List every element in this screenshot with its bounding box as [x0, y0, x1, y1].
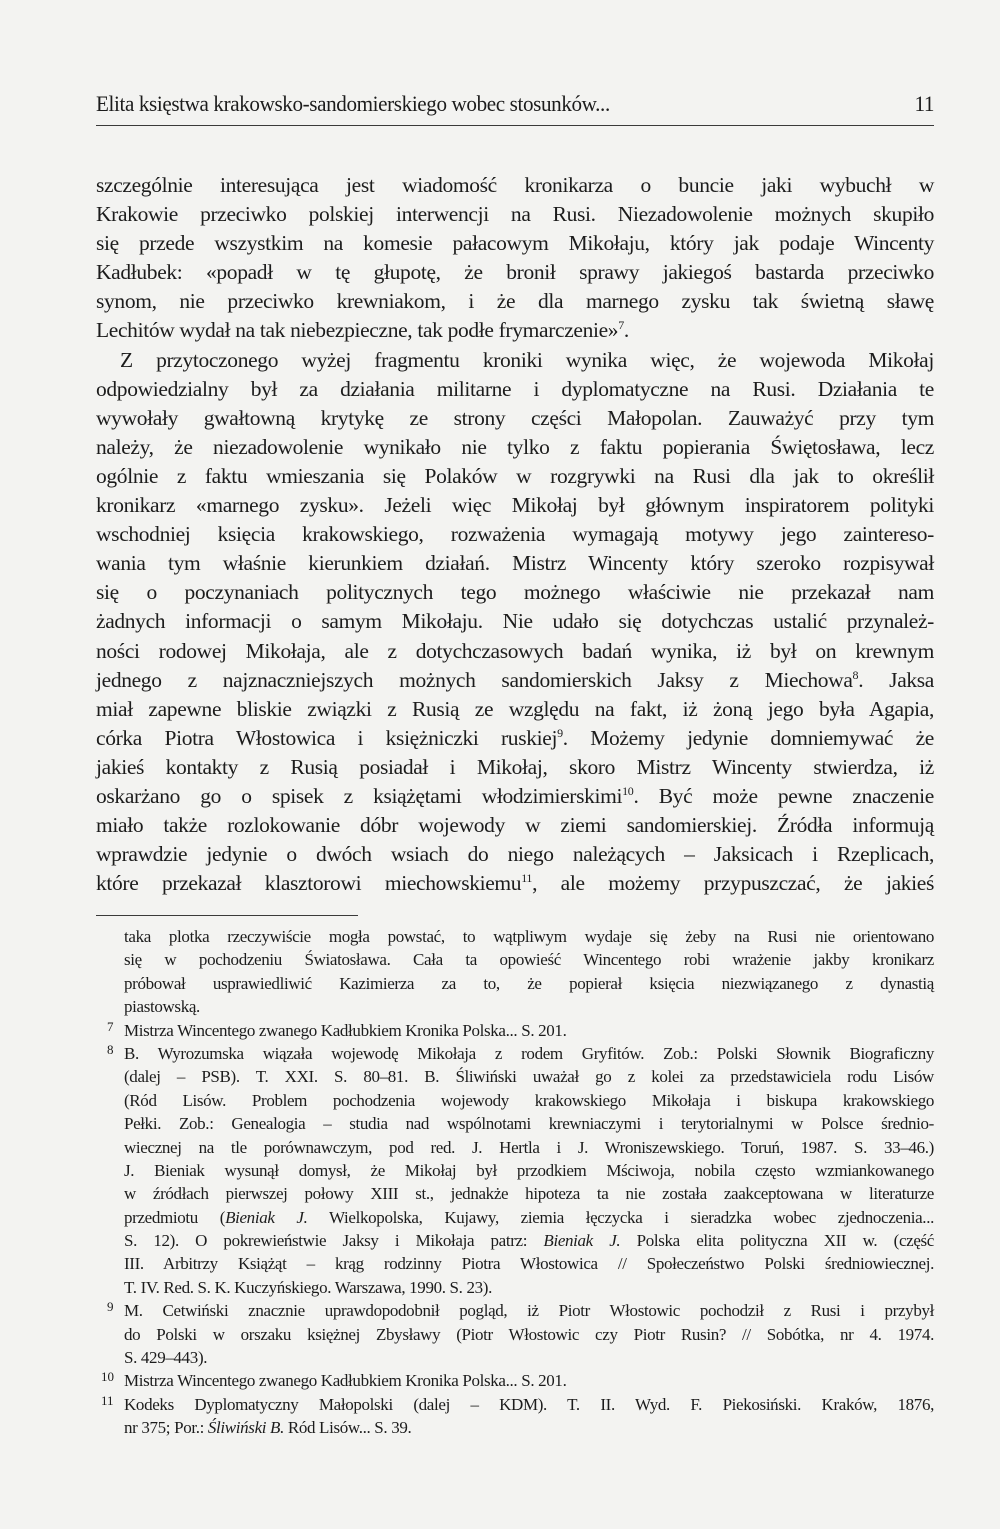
text-line [96, 782, 934, 811]
text-line: synom, nie przeciwko krewniakom, i że dla marnego zysku tak świetną sławę [96, 289, 934, 314]
footnote-separator [96, 915, 358, 916]
footnote-10 [96, 1369, 934, 1392]
text-fragment: . Jaksa [858, 667, 934, 692]
footnote-9 [96, 1299, 934, 1369]
text-line: wschodniej księcia krakowskiego, rozważenia wymagają motywy jego zaintereso- [96, 522, 934, 547]
footnote-line: piastowską. [124, 997, 200, 1017]
author-name: Śliwiński B. [207, 1418, 284, 1438]
text-fragment: , ale możemy przypuszczać, że jakieś [532, 871, 934, 896]
text-line: Lechitów wydał na tak niebezpieczne, tak podłe frymarczenie»$^7$. [96, 318, 629, 343]
footnote-line: B. Wyrozumska wiązała wojewodę Mikołaja z rodem Gryfitów. Zob.: Polski Słownik Biograficzny [124, 1043, 934, 1063]
footnote-line: wiecznej na tle porównawczym, pod red. J. Hertla i J. Wroniszewskiego. Toruń, 1987. S. 33–46.) [124, 1137, 934, 1157]
footnote-line [96, 1229, 934, 1252]
text-line: ności rodowej Mikołaja, ale z dotychczasowych badań wynika, iż był on krewnym [96, 638, 934, 663]
footnote-number: 10 [101, 1369, 114, 1385]
text-line: Krakowie przeciwko polskiej interwencji na Rusi. Niezadowolenie możnych skupiło [96, 202, 934, 227]
footnote-ref-7[interactable]: 7 [618, 318, 624, 333]
footnote-number: 11 [101, 1392, 114, 1408]
text-fragment: przedmiotu ( [124, 1207, 226, 1227]
footnotes [96, 925, 934, 1440]
main-text [96, 171, 934, 898]
footnote-number: 7 [107, 1018, 114, 1034]
footnote-line: Mistrza Wincentego zwanego Kadłubkiem Kronika Polska... S. 201. [124, 1020, 567, 1040]
text-line [96, 724, 934, 753]
footnote-line: w źródłach pierwszej połowy XIII st., jednakże hipoteza ta nie została zaakceptowana w literaturze [124, 1184, 934, 1204]
text-fragment: jednego z najznaczniejszych możnych sandomierskich Jaksy z Miechowa [96, 667, 853, 692]
text-line: miało także rozlokowanie dóbr wojewody w ziemi sandomierskiej. Źródła informują [96, 813, 934, 838]
footnote-line [96, 1416, 934, 1439]
header-rule [96, 125, 934, 126]
running-header [96, 86, 934, 122]
text-line: kronikarz «marnego zysku». Jeżeli więc Mikołaj był głównym inspiratorem polityki [96, 493, 934, 518]
footnote-ref-8[interactable]: 8 [852, 667, 859, 682]
text-line [96, 869, 934, 898]
footnote-line: taka plotka rzeczywiście mogła powstać, to wątpliwym wydaje się żeby na Rusi nie orientowano [124, 927, 934, 946]
text-fragment: które przekazał klasztorowi miechowskiemu [96, 871, 522, 896]
footnote-line: do Polski w orszaku księżnej Zbysławy (Piotr Włostowic czy Piotr Rusin? // Sobótka, nr 4. 1974. [124, 1324, 934, 1344]
running-title: Elita księstwa krakowsko-sandomierskiego wobec stosunków... [96, 91, 610, 116]
text-line: Kadłubek: «popadł w tę głupotę, że bronił sprawy jakiegoś bastarda przeciwko [96, 260, 934, 285]
footnote-line: Kodeks Dyplomatyczny Małopolski (dalej – KDM). T. II. Wyd. F. Piekosiński. Kraków, 1876, [124, 1394, 934, 1414]
footnote-7 [96, 1019, 934, 1042]
author-name: Bieniak J. [543, 1231, 621, 1251]
text-fragment: Polska elita polityczna XII w. (część [620, 1231, 934, 1251]
text-line: się o poczynaniach politycznych tego możnego właściwie nie przekazał nam [96, 580, 934, 605]
footnote-line: J. Bieniak wysunął domysł, że Mikołaj był przodkiem Mściwoja, nobila często wzmiankowanego [124, 1160, 934, 1180]
footnote-ref-11[interactable]: 11 [521, 871, 533, 886]
footnote-line: Mistrza Wincentego zwanego Kadłubkiem Kronika Polska... S. 201. [124, 1371, 567, 1391]
text-fragment: oskarżano go o spisek z książętami włodzimierskimi [96, 783, 623, 808]
text-line: miał zapewne bliskie związki z Rusią ze względu na fakt, iż żoną jego była Agapia, [96, 696, 934, 721]
text-line [96, 666, 934, 695]
footnote-line: (Ród Lisów. Problem pochodzenia wojewody krakowskiego Mikołaja i biskupa krakowskiego [124, 1090, 934, 1110]
footnote-line: T. IV. Red. S. K. Kuczyńskiego. Warszawa, 1990. S. 23). [124, 1277, 492, 1297]
footnote-ref-10[interactable]: 10 [622, 783, 634, 798]
text-fragment: nr 375; Por.: [124, 1418, 208, 1438]
footnote-number: 8 [107, 1041, 114, 1057]
text-fragment: Lechitów wydał na tak niebezpieczne, tak podłe frymarczenie» [96, 318, 619, 343]
footnote-continuation [96, 925, 934, 1019]
footnote-11 [96, 1393, 934, 1440]
footnote-line: III. Arbitrzy Książąt – krąg rodzinny Piotra Włostowica // Społeczeństwo Polski średniowiecznej. [124, 1254, 934, 1274]
paragraph-start-line: Z przytoczonego wyżej fragmentu kroniki wynika więc, że wojewoda Mikołaj [120, 347, 934, 372]
footnote-8 [96, 1042, 934, 1299]
text-line: się przede wszystkim na komesie pałacowym Mikołaju, który jak podaje Wincenty [96, 231, 934, 256]
footnote-ref-9[interactable]: 9 [557, 725, 563, 740]
footnote-line: Pełki. Zob.: Genealogia – studia nad wspólnotami krewniaczymi i terytorialnymi w Polsce średnio- [124, 1114, 934, 1134]
text-line: wprawdzie jedynie o dwóch wsiach do niego należących – Jaksicach i Rzeplicach, [96, 842, 934, 867]
text-line: szczególnie interesująca jest wiadomość kronikarza o buncie jaki wybuchł w [96, 173, 934, 197]
footnote-line [96, 1206, 934, 1229]
footnote-line: próbował usprawiedliwić Kazimierza za to, że popierał księcia niezwiązanego z dynastią [124, 973, 934, 993]
text-line: wywołały gwałtowną krytykę ze strony części Małopolan. Zauważyć przy tym [96, 405, 934, 430]
text-line: żadnych informacji o samym Mikołaju. Nie udało się dotychczas ustalić przynależ- [96, 609, 934, 634]
text-fragment: . Być może pewne znaczenie [633, 783, 934, 808]
text-fragment: Wielkopolska, Kujawy, ziemia łęczycka i sieradzka wobec zjednoczenia... [307, 1207, 934, 1227]
footnote-number: 9 [107, 1299, 114, 1315]
footnote-line: S. 429–443). [124, 1348, 208, 1368]
text-line: ogólnie z faktu wmieszania się Polaków w rozgrywki na Rusi dla jak to określił [96, 463, 934, 488]
text-fragment: S. 12). O pokrewieństwie Jaksy i Mikołaja patrz: [124, 1231, 544, 1251]
text-line: jakieś kontakty z Rusią posiadał i Mikołaj, skoro Mistrz Wincenty stwierdza, iż [96, 754, 934, 779]
text-fragment: Ród Lisów... S. 39. [283, 1418, 412, 1438]
footnote-line: się w pochodzeniu Światosława. Cała ta opowieść Wincentego robi wrażenie jakby kronikarz [124, 950, 934, 970]
text-fragment: córka Piotra Włostowica i księżniczki ruskiej [96, 725, 558, 750]
footnote-line: (dalej – PSB). T. XXI. S. 80–81. B. Śliwiński uważał go z kolei za przedstawiciela rodu Lisów [124, 1067, 934, 1087]
page-number: 11 [914, 91, 935, 116]
text-fragment: . Możemy jedynie domniemywać że [562, 725, 934, 750]
footnote-line: M. Cetwiński znacznie uprawdopodobnił pogląd, iż Piotr Włostowic pochodził z Rusi i przybył [124, 1301, 934, 1321]
author-name: Bieniak J. [225, 1207, 308, 1227]
text-line: należy, że niezadowolenie wynikało nie tylko z faktu popierania Świętosława, lecz [96, 434, 934, 459]
text-line: odpowiedzialny był za działania militarne i dyplomatyczne na Rusi. Działania te [96, 376, 934, 401]
text-line: wania tym właśnie kierunkiem działań. Mistrz Wincenty który szeroko rozpisywał [96, 551, 934, 576]
